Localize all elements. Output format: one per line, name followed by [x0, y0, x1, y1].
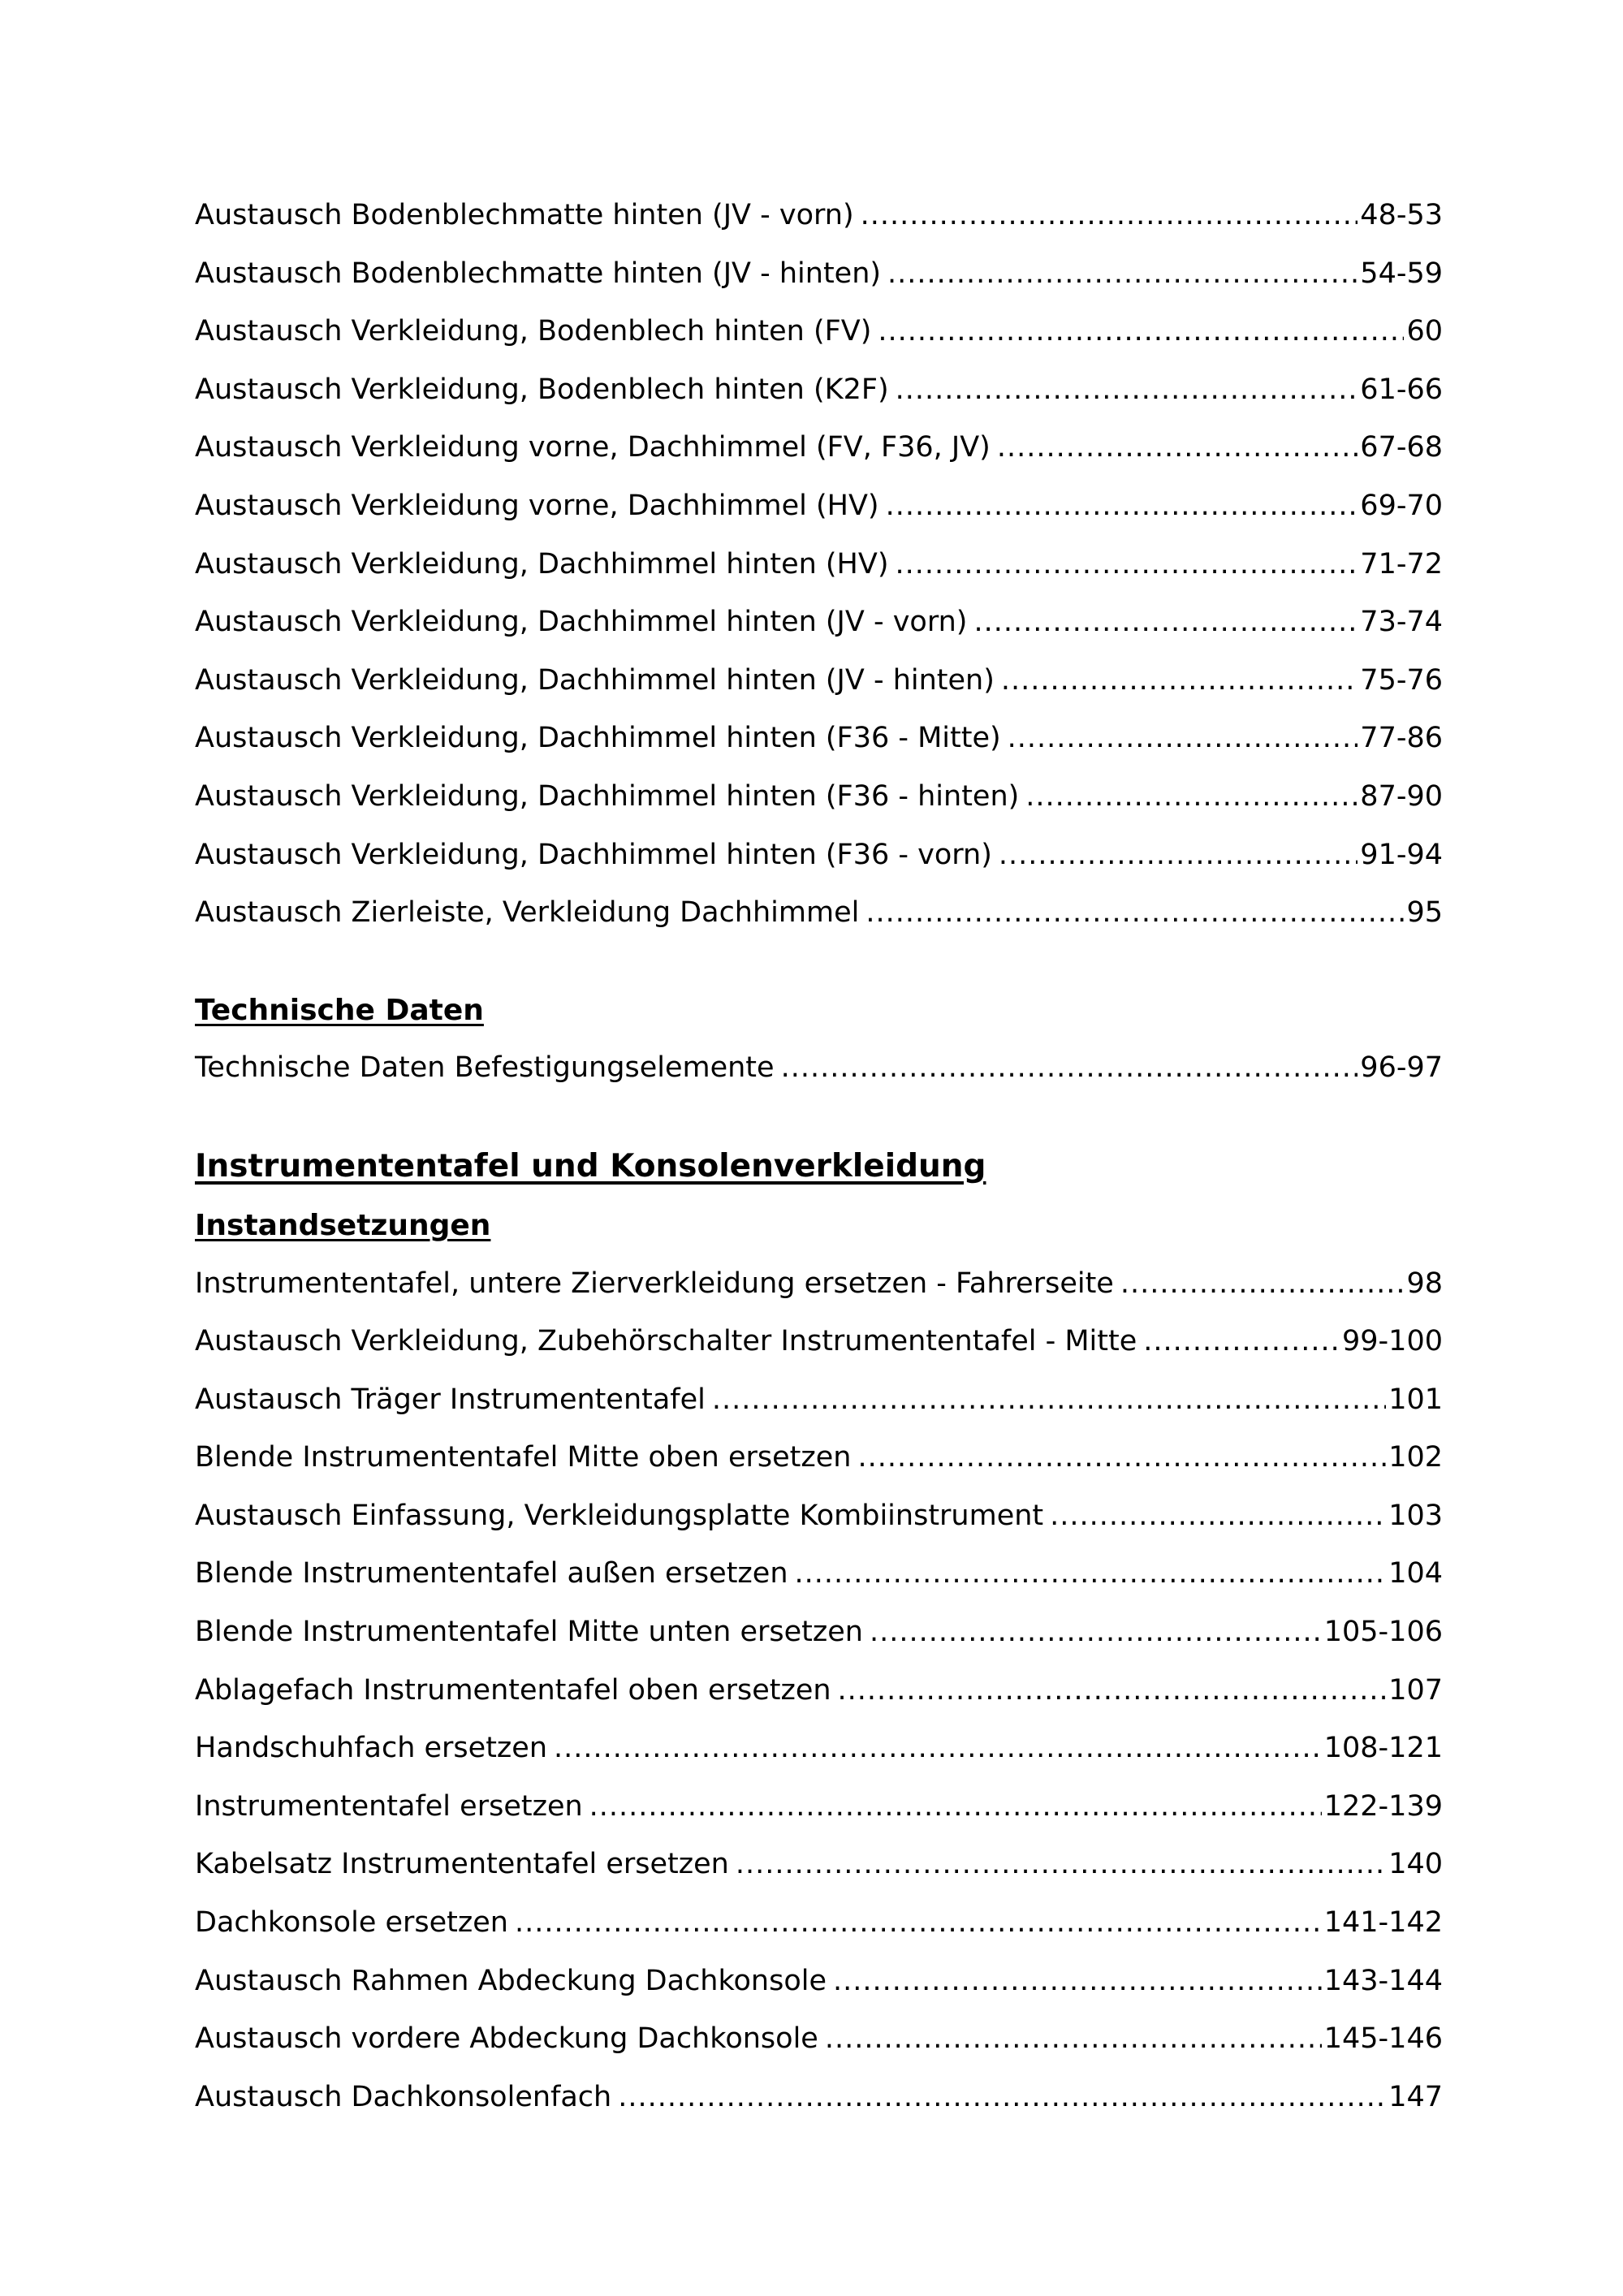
toc-entry [195, 593, 1443, 652]
toc-leader-dots [895, 536, 1358, 594]
toc-leader-dots [896, 361, 1358, 420]
toc-entry-title: Austausch Zierleiste, Verkleidung Dachhimmel [195, 896, 860, 930]
toc-entry [195, 1039, 1443, 1098]
toc-entry-title: Austausch Verkleidung, Zubehörschalter Instrumententafel - Mitte [195, 1325, 1137, 1358]
toc-leader-dots [886, 477, 1358, 536]
toc-leader-dots [795, 1545, 1387, 1603]
toc-entry-page: 108-121 [1323, 1732, 1443, 1765]
toc-leader-dots [781, 1039, 1358, 1098]
toc-entry-title: Austausch Verkleidung, Dachhimmel hinten (F36 - hinten) [195, 779, 1020, 813]
toc-entry [195, 1313, 1443, 1371]
toc-entry-page: 101 [1388, 1383, 1443, 1416]
toc-leader-dots [861, 187, 1358, 245]
toc-entry-page: 54-59 [1360, 257, 1443, 290]
toc-leader-dots [1025, 768, 1358, 826]
toc-entry-title: Austausch Verkleidung vorne, Dachhimmel (HV) [195, 489, 879, 522]
toc-entry-page: 73-74 [1360, 606, 1443, 639]
toc-entry-title: Austausch Bodenblechmatte hinten (JV - vorn) [195, 199, 854, 231]
toc-entry [195, 1487, 1443, 1546]
toc-entry-title: Austausch Bodenblechmatte hinten (JV - hinten) [195, 257, 882, 290]
toc-leader-dots [1143, 1313, 1340, 1371]
toc-entry-page: 102 [1388, 1441, 1443, 1474]
toc-entry [195, 1255, 1443, 1314]
toc-entry [195, 710, 1443, 768]
toc-entry-page: 77-86 [1360, 722, 1443, 755]
toc-entry-title: Instrumententafel ersetzen [195, 1789, 583, 1823]
toc-entry-title: Handschuhfach ersetzen [195, 1732, 548, 1765]
toc-entry-title: Austausch Dachkonsolenfach [195, 2080, 612, 2113]
toc-entry [195, 884, 1443, 943]
toc-entry-title: Dachkonsole ersetzen [195, 1906, 508, 1940]
toc-leader-dots [1008, 710, 1358, 768]
spacer [195, 1098, 1443, 1137]
toc-entry [195, 1603, 1443, 1662]
toc-leader-dots [833, 1953, 1322, 2011]
toc-entry-page: 147 [1388, 2080, 1443, 2113]
toc-entry-title: Blende Instrumententafel Mitte oben ersetzen [195, 1441, 852, 1474]
toc-entry-page: 145-146 [1323, 2022, 1443, 2056]
toc-entry [195, 536, 1443, 594]
toc-leader-dots [887, 245, 1358, 304]
toc-entry-title: Austausch Einfassung, Verkleidungsplatte Kombiinstrument [195, 1499, 1044, 1532]
toc-entry-page: 95 [1406, 896, 1443, 930]
toc-leader-dots [1120, 1255, 1405, 1314]
toc-entry-title: Technische Daten Befestigungselemente [195, 1051, 775, 1085]
toc-entry [195, 245, 1443, 304]
toc-entry-title: Austausch Verkleidung, Bodenblech hinten (FV) [195, 315, 872, 348]
spacer [195, 943, 1443, 982]
toc-entry-page: 87-90 [1360, 779, 1443, 813]
toc-entry-title: Blende Instrumententafel Mitte unten ersetzen [195, 1616, 863, 1649]
toc-entry [195, 477, 1443, 536]
toc-entry-page: 75-76 [1360, 663, 1443, 697]
toc-entry-title: Blende Instrumententafel außen ersetzen [195, 1557, 788, 1590]
toc-entry-page: 67-68 [1360, 431, 1443, 464]
toc-entry-page: 104 [1388, 1557, 1443, 1590]
toc-leader-dots [589, 1778, 1322, 1836]
toc-entry [195, 1953, 1443, 2011]
toc-leader-dots [838, 1662, 1387, 1720]
toc-entry-page: 71-72 [1360, 547, 1443, 580]
toc-entry [195, 1429, 1443, 1487]
toc-entry [195, 361, 1443, 420]
toc-leader-dots [865, 884, 1404, 943]
toc-entry-title: Austausch Rahmen Abdeckung Dachkonsole [195, 1964, 827, 1997]
toc-leader-dots [997, 419, 1358, 477]
toc-leader-dots [858, 1429, 1387, 1487]
toc-entry-page: 98 [1406, 1267, 1443, 1300]
toc-leader-dots [878, 303, 1404, 361]
toc-leader-dots [999, 826, 1358, 885]
toc-leader-dots [870, 1603, 1322, 1662]
toc-entry [195, 1836, 1443, 1894]
toc-entry [195, 826, 1443, 885]
toc-entry-title: Kabelsatz Instrumententafel ersetzen [195, 1848, 729, 1881]
toc-entry-title: Austausch Verkleidung, Dachhimmel hinten (HV) [195, 547, 889, 580]
toc-entry-page: 103 [1388, 1499, 1443, 1532]
toc-entry-page: 61-66 [1360, 373, 1443, 406]
toc-entry-page: 60 [1406, 315, 1443, 348]
toc-entry-page: 105-106 [1323, 1616, 1443, 1649]
toc-leader-dots [554, 1720, 1322, 1778]
section-heading: Technische Daten [195, 993, 484, 1027]
toc-entry [195, 1720, 1443, 1778]
toc-leader-dots [736, 1836, 1386, 1894]
toc-entry-page: 143-144 [1323, 1964, 1443, 1997]
toc-entry-title: Austausch Verkleidung, Dachhimmel hinten (JV - vorn) [195, 606, 968, 639]
toc-leader-dots [712, 1371, 1386, 1430]
chapter-heading: Instrumententafel und Konsolenverkleidung [195, 1147, 986, 1185]
section-heading: Instandsetzungen [195, 1208, 491, 1242]
toc-entry-title: Instrumententafel, untere Zierverkleidung ersetzen - Fahrerseite [195, 1267, 1114, 1300]
toc-entry [195, 652, 1443, 710]
toc-entry-title: Austausch Verkleidung vorne, Dachhimmel (FV, F36, JV) [195, 431, 991, 464]
toc-entry-title: Austausch Verkleidung, Dachhimmel hinten (F36 - Mitte) [195, 722, 1001, 755]
toc-entry-page: 91-94 [1360, 838, 1443, 871]
toc-entry-title: Austausch vordere Abdeckung Dachkonsole [195, 2022, 818, 2056]
toc-entry [195, 1894, 1443, 1953]
toc-leader-dots [973, 593, 1358, 652]
toc-entry [195, 1778, 1443, 1836]
toc-entry-page: 141-142 [1323, 1906, 1443, 1940]
toc-leader-dots [825, 2010, 1322, 2069]
toc-entry [195, 303, 1443, 361]
toc-entry [195, 1545, 1443, 1603]
toc-leader-dots [1001, 652, 1358, 710]
toc-entry-page: 107 [1388, 1673, 1443, 1707]
toc-leader-dots [515, 1894, 1322, 1953]
toc-entry [195, 419, 1443, 477]
toc-entry-page: 140 [1388, 1848, 1443, 1881]
toc-group-1 [195, 187, 1443, 943]
toc-entry-page: 69-70 [1360, 489, 1443, 522]
toc-section-technische-daten [195, 982, 1443, 1098]
toc-leader-dots [618, 2069, 1386, 2127]
toc-entry-title: Ablagefach Instrumententafel oben ersetzen [195, 1673, 831, 1707]
toc-entry-title: Austausch Träger Instrumententafel [195, 1383, 706, 1416]
toc-entry-page: 96-97 [1360, 1051, 1443, 1085]
toc-entry [195, 1662, 1443, 1720]
toc-entry [195, 768, 1443, 826]
toc-entry [195, 1371, 1443, 1430]
toc-entry [195, 2010, 1443, 2069]
toc-entry-title: Austausch Verkleidung, Bodenblech hinten (K2F) [195, 373, 889, 406]
toc-entry-page: 122-139 [1323, 1789, 1443, 1823]
toc-entry [195, 2069, 1443, 2127]
toc-leader-dots [1050, 1487, 1386, 1546]
toc-entry-page: 48-53 [1360, 199, 1443, 231]
toc-page [195, 187, 1443, 2126]
toc-entry [195, 187, 1443, 245]
toc-entry-title: Austausch Verkleidung, Dachhimmel hinten (JV - hinten) [195, 663, 995, 697]
toc-chapter-instrumententafel [195, 1137, 1443, 2127]
toc-entry-page: 99-100 [1342, 1325, 1443, 1358]
toc-entry-title: Austausch Verkleidung, Dachhimmel hinten (F36 - vorn) [195, 838, 992, 871]
